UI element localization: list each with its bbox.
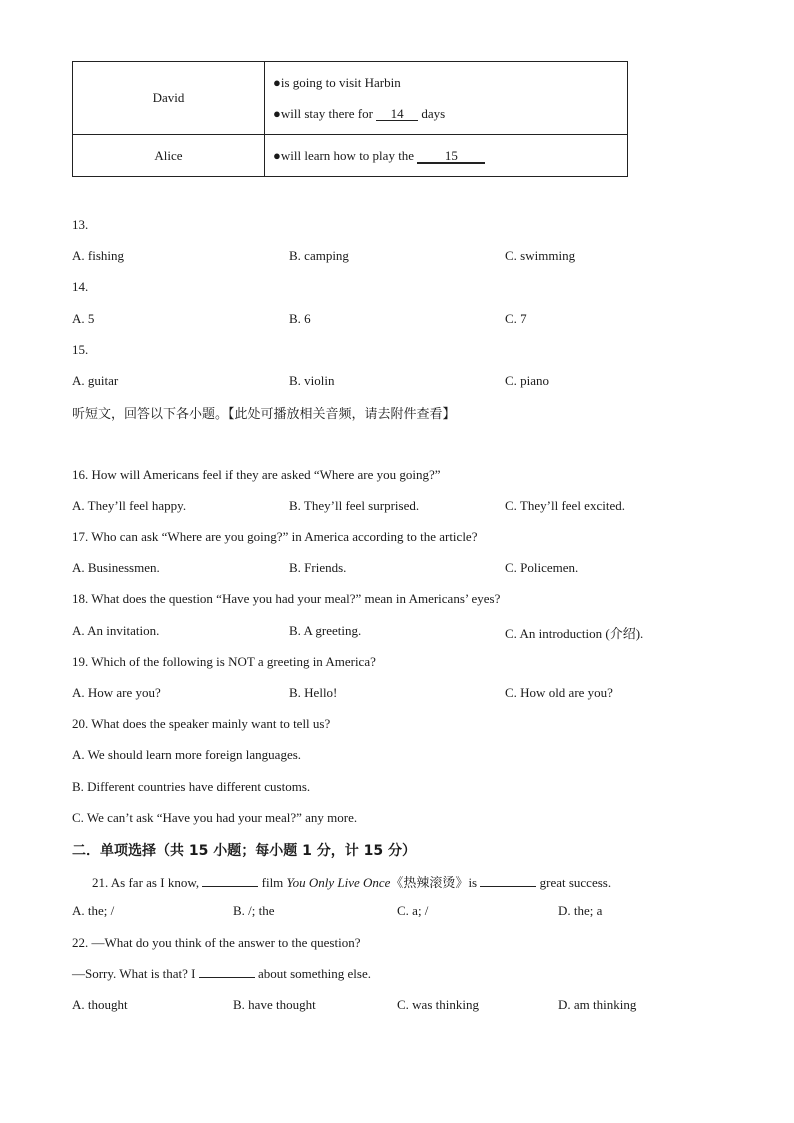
answer-blank-15[interactable]: 15 (417, 149, 485, 164)
section-heading: 二．单项选择（共 15 小题；每小题 1 分，计 15 分） (72, 843, 416, 859)
option-c[interactable]: C. a; / (397, 903, 429, 918)
option-a[interactable]: A. An invitation. (72, 623, 160, 638)
table-cell-detail (265, 135, 628, 177)
option-a[interactable]: A. Businessmen. (72, 560, 160, 575)
option-b[interactable]: B. A greeting. (289, 623, 362, 638)
reply-part: —Sorry. What is that? I (72, 966, 199, 981)
detail-line: ●is going to visit Harbin (273, 74, 401, 90)
option-c[interactable]: C. 7 (505, 311, 527, 326)
option-a[interactable]: A. guitar (72, 373, 119, 388)
question-text: 17. Who can ask “Where are you going?” in America according to the article? (72, 529, 478, 544)
question-number: 14. (72, 279, 89, 294)
table-row (73, 62, 628, 135)
question-part: great success. (536, 875, 612, 890)
question-text: 19. Which of the following is NOT a greeting in America? (72, 654, 376, 669)
table-cell-name: David (73, 62, 265, 135)
film-title: You Only Live Once (286, 875, 391, 890)
option-b[interactable]: B. violin (289, 373, 335, 388)
question-text: 22. —What do you think of the answer to the question? (72, 935, 361, 950)
option-c[interactable]: C. piano (505, 373, 550, 388)
option-b[interactable]: B. 6 (289, 311, 311, 326)
option-d[interactable]: D. am thinking (558, 997, 637, 1012)
film-title-cn: 《热辣滚烫》 (390, 876, 469, 891)
option-a[interactable]: A. fishing (72, 248, 124, 263)
option-c[interactable]: C. An introduction (介绍). (505, 626, 644, 641)
detail-line (273, 146, 627, 166)
option-b[interactable]: B. They’ll feel surprised. (289, 498, 420, 513)
option-b[interactable]: B. have thought (233, 997, 316, 1012)
info-table (72, 61, 628, 177)
answer-blank[interactable] (199, 966, 255, 978)
option-b[interactable]: B. Friends. (289, 560, 347, 575)
option-a[interactable]: A. the; / (72, 903, 115, 918)
option-c[interactable]: C. was thinking (397, 997, 479, 1012)
question-text: 20. What does the speaker mainly want to tell us? (72, 716, 331, 731)
question-text: 18. What does the question “Have you had your meal?” mean in Americans’ eyes? (72, 591, 501, 606)
option-b[interactable]: B. camping (289, 248, 349, 263)
option-a[interactable]: A. How are you? (72, 685, 161, 700)
option-a[interactable]: A. We should learn more foreign languages. (72, 747, 302, 762)
detail-line (273, 104, 627, 124)
question-number: 13. (72, 217, 89, 232)
option-c[interactable]: C. We can’t ask “Have you had your meal?” any more. (72, 810, 358, 825)
answer-blank-14[interactable]: 14 (376, 107, 418, 121)
question-part: film (258, 875, 287, 890)
detail-text: ●will stay there for (273, 105, 377, 121)
option-c[interactable]: C. swimming (505, 248, 576, 263)
option-b[interactable]: B. /; the (233, 903, 275, 918)
table-cell-detail (265, 62, 628, 135)
option-c[interactable]: C. They’ll feel excited. (505, 498, 625, 513)
detail-text: days (418, 105, 446, 121)
question-text (92, 872, 611, 891)
option-b[interactable]: B. Different countries have different customs. (72, 779, 311, 794)
dialogue-reply (72, 966, 371, 982)
option-a[interactable]: A. They’ll feel happy. (72, 498, 187, 513)
passage-instruction: 听短文，回答以下各小题。【此处可播放相关音频，请去附件查看】 (72, 407, 456, 422)
option-d[interactable]: D. the; a (558, 903, 603, 918)
question-text: 16. How will Americans feel if they are asked “Where are you going?” (72, 467, 441, 482)
option-b[interactable]: B. Hello! (289, 685, 338, 700)
table-row (73, 135, 628, 177)
detail-text: ●will learn how to play the (273, 147, 418, 163)
question-part: is (468, 875, 481, 890)
question-number: 15. (72, 342, 89, 357)
option-c[interactable]: C. Policemen. (505, 560, 579, 575)
question-part: 21. As far as I know, (92, 875, 203, 890)
option-a[interactable]: A. thought (72, 997, 128, 1012)
table-cell-name: Alice (73, 135, 265, 177)
answer-blank[interactable] (202, 875, 258, 887)
answer-blank[interactable] (480, 875, 536, 887)
option-a[interactable]: A. 5 (72, 311, 95, 326)
reply-part: about something else. (254, 966, 371, 981)
option-c[interactable]: C. How old are you? (505, 685, 613, 700)
